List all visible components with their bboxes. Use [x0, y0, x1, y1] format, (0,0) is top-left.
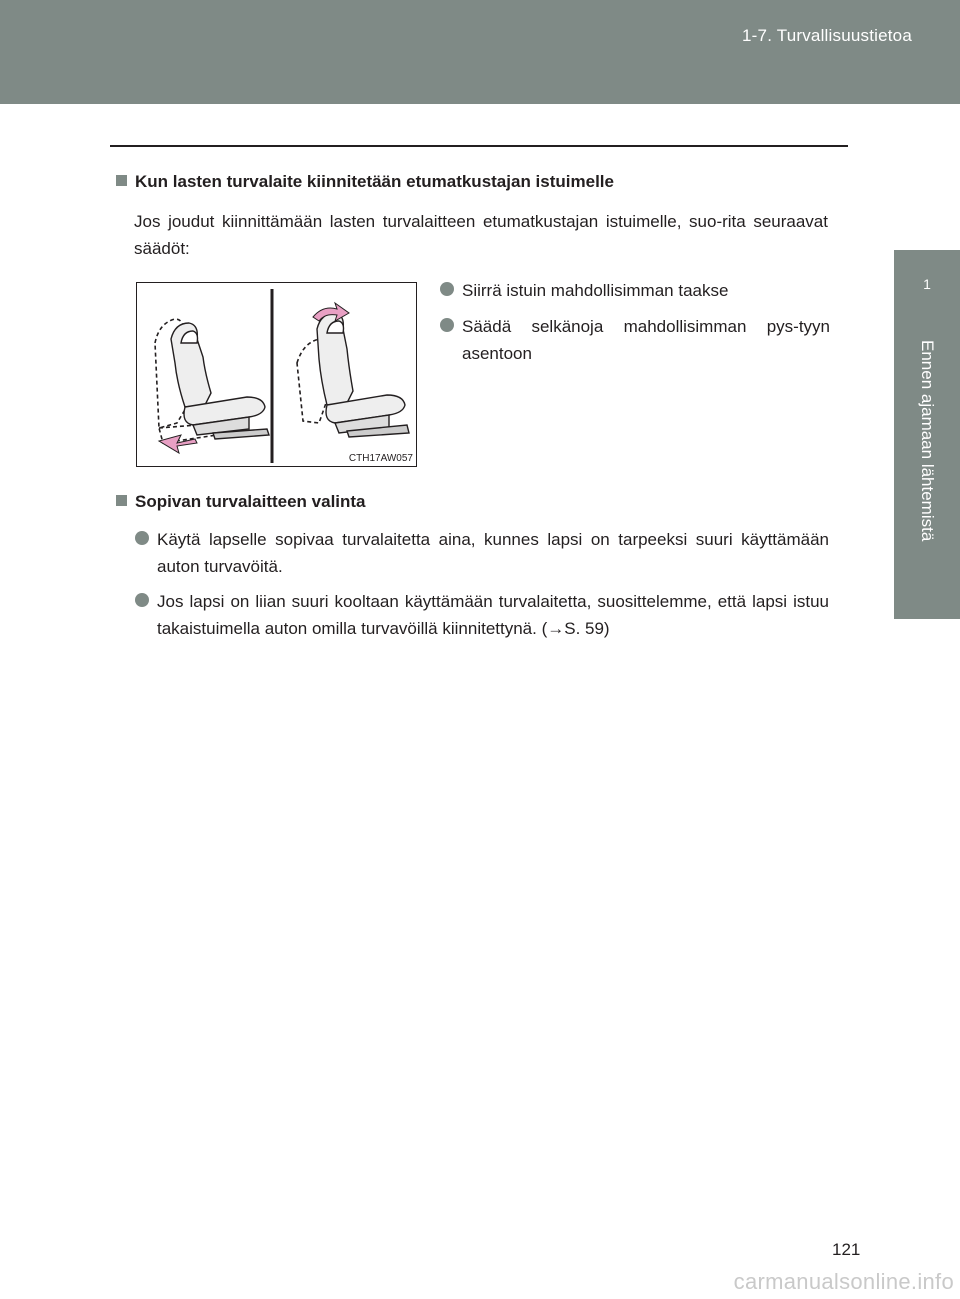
- chapter-number: 1: [923, 276, 931, 292]
- section2-heading-text: Sopivan turvalaitteen valinta: [135, 492, 366, 511]
- section2-bullet-2-text: Jos lapsi on liian suuri kooltaan käyttämään turvalaitetta, suosittelemme, että lapsi istuu takaistuimella auton omilla turvavöillä kiinnitettynä. (→S. 59): [157, 592, 829, 638]
- square-bullet-icon: [116, 175, 127, 186]
- figure-code: CTH17AW057: [348, 453, 413, 464]
- bullet-dot-icon: [135, 593, 149, 607]
- section1-bullet-2-text: Säädä selkänoja mahdollisimman pys-tyyn asentoon: [462, 317, 830, 363]
- seat-adjustment-figure: [136, 282, 417, 467]
- page-number: 121: [832, 1240, 861, 1259]
- watermark: carmanualsonline.info: [733, 1269, 954, 1294]
- section1-bullet-2: [462, 313, 830, 367]
- section2-bullet-1-text: Käytä lapselle sopivaa turvalaitetta aina, kunnes lapsi on tarpeeksi suuri käyttämään auton turvavöitä.: [157, 530, 829, 576]
- section2-heading: [116, 492, 366, 512]
- bullet-dot-icon: [135, 531, 149, 545]
- chapter-label: Ennen ajamaan lähtemistä: [918, 340, 937, 542]
- section2-bullet-2: [157, 588, 829, 642]
- top-rule: [110, 145, 848, 147]
- section1-heading: [116, 172, 614, 192]
- section1-intro: [134, 208, 828, 262]
- section1-heading-text: Kun lasten turvalaite kiinnitetään etumatkustajan istuimelle: [135, 172, 614, 191]
- bullet-dot-icon: [440, 282, 454, 296]
- section1-bullet-1-text: Siirrä istuin mahdollisimman taakse: [462, 281, 729, 300]
- section1-bullet-1: [462, 277, 830, 304]
- square-bullet-icon: [116, 495, 127, 506]
- chapter-number-box: [894, 250, 960, 334]
- seat-illustration: [137, 283, 416, 466]
- section2-bullet-1: [157, 526, 829, 580]
- bullet-dot-icon: [440, 318, 454, 332]
- section1-intro-text: Jos joudut kiinnittämään lasten turvalaitteen etumatkustajan istuimelle, suo-rita seuraavat säädöt:: [134, 212, 828, 258]
- section-title: 1-7. Turvallisuustietoa: [742, 26, 912, 45]
- header-band: [0, 0, 960, 104]
